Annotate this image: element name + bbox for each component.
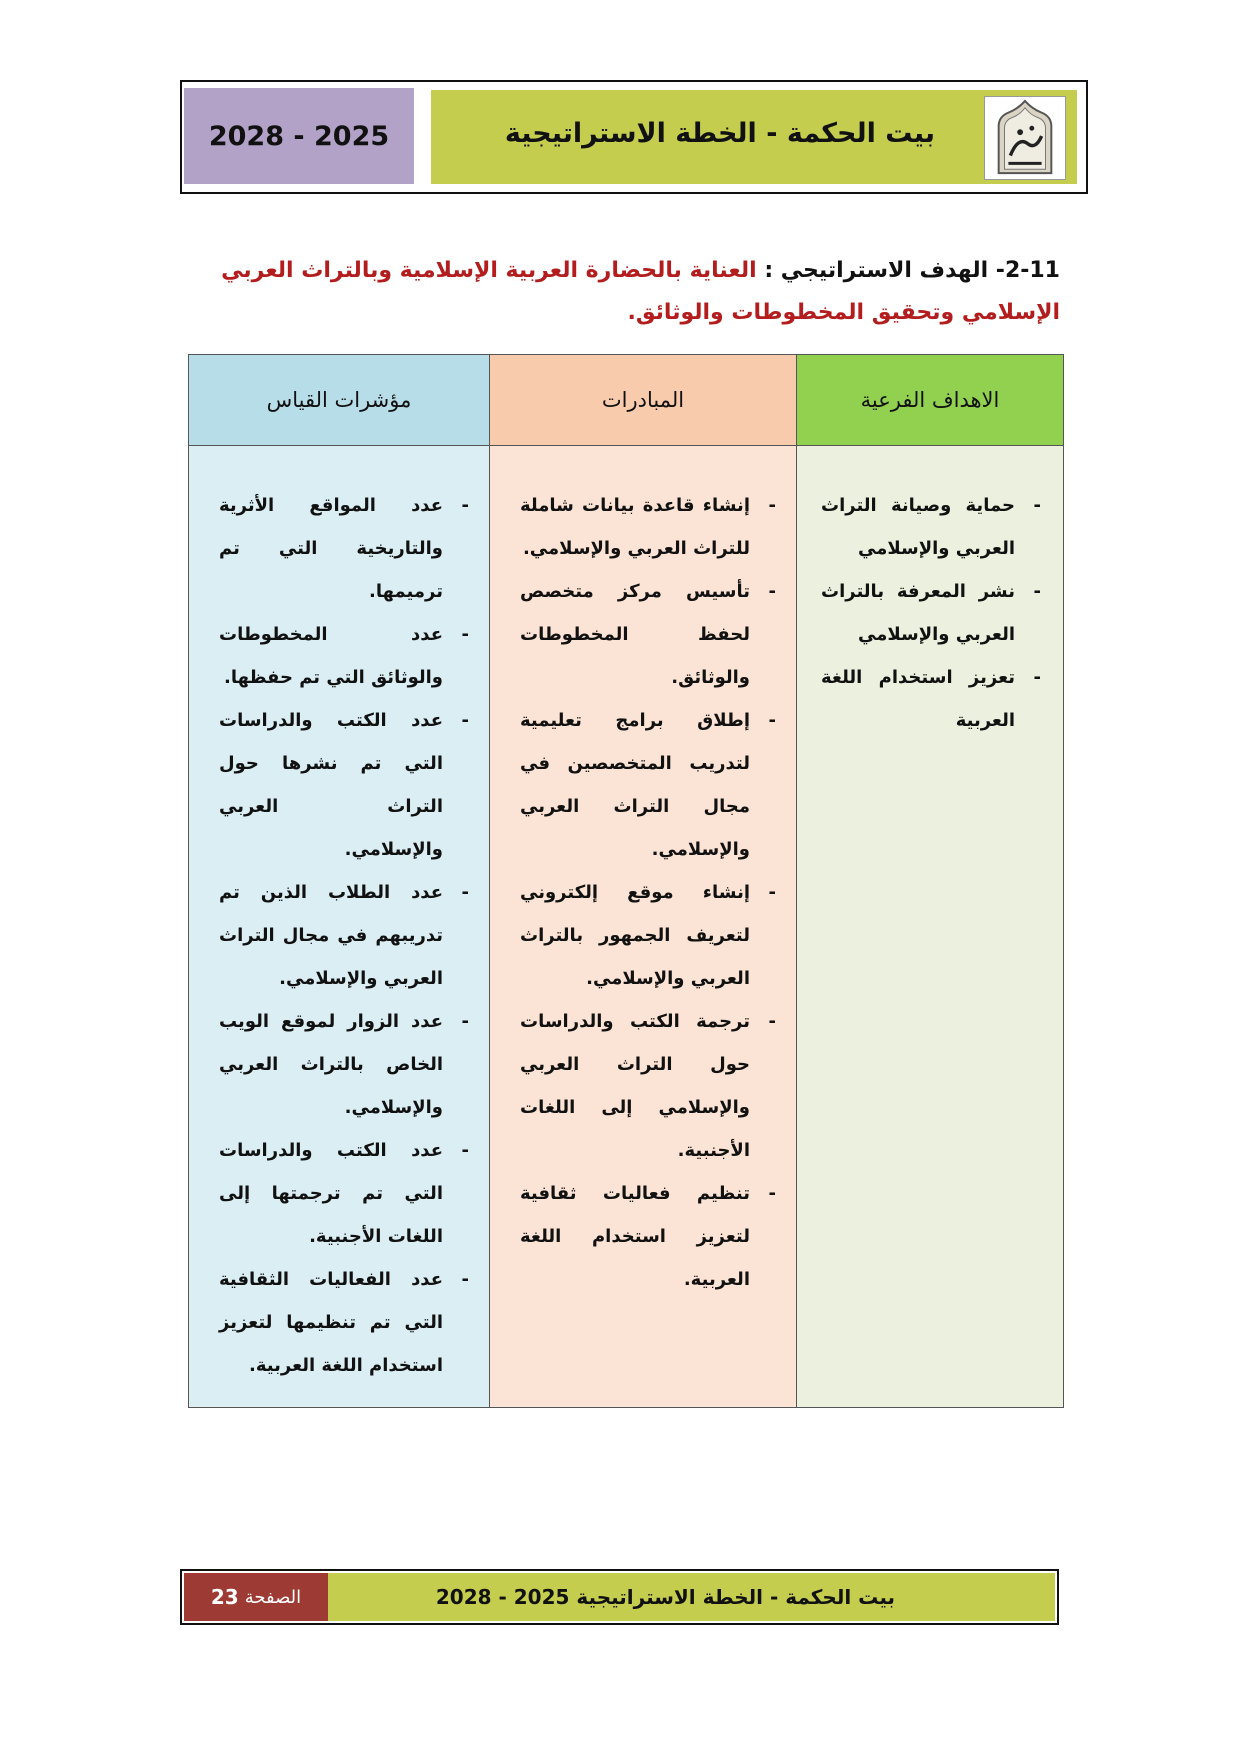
- table-row: [189, 446, 1064, 1408]
- list-item: - عدد الزوار لموقع الويب الخاص بالتراث العربي والإسلامي.: [219, 1000, 469, 1129]
- logo-emblem-icon: [985, 97, 1065, 179]
- page-number-badge: [184, 1573, 328, 1621]
- page-label: الصفحة: [244, 1586, 302, 1608]
- list-item: - نشر المعرفة بالتراث العربي والإسلامي: [821, 570, 1041, 656]
- goal-text: العناية بالحضارة العربية الإسلامية وبالتراث العربي الإسلامي وتحقيق المخطوطات والوثائق.: [221, 258, 1060, 325]
- header-indicators: مؤشرات القياس: [189, 355, 490, 446]
- page-number: 23: [210, 1585, 239, 1609]
- list-item: - عدد المخطوطات والوثائق التي تم حفظها.: [219, 613, 469, 699]
- list-item: - عدد الكتب والدراسات التي تم ترجمتها إلى اللغات الأجنبية.: [219, 1129, 469, 1258]
- table-header-row: [189, 355, 1064, 446]
- indicators-list: [189, 446, 489, 1407]
- list-item: - عدد الطلاب الذين تم تدريبهم في مجال التراث العربي والإسلامي.: [219, 871, 469, 1000]
- list-item: - إطلاق برامج تعليمية لتدريب المتخصصين في مجال التراث العربي والإسلامي.: [520, 699, 776, 871]
- initiatives-cell: [490, 446, 797, 1408]
- indicators-cell: [189, 446, 490, 1408]
- list-item: - عدد الكتب والدراسات التي تم نشرها حول التراث العربي والإسلامي.: [219, 699, 469, 871]
- header-title-box: [431, 90, 1077, 184]
- list-item: - إنشاء موقع إلكتروني لتعريف الجمهور بالتراث العربي والإسلامي.: [520, 871, 776, 1000]
- list-item: - إنشاء قاعدة بيانات شاملة للتراث العربي والإسلامي.: [520, 484, 776, 570]
- goal-number-label: 2-11- الهدف الاستراتيجي :: [764, 258, 1060, 283]
- list-item: - ترجمة الكتب والدراسات حول التراث العربي والإسلامي إلى اللغات الأجنبية.: [520, 1000, 776, 1172]
- strategic-plan-table: [188, 354, 1064, 1408]
- header-initiatives: المبادرات: [490, 355, 797, 446]
- list-item: - عدد المواقع الأثرية والتاريخية التي تم ترميمها.: [219, 484, 469, 613]
- header-years: 2028 - 2025: [184, 88, 414, 184]
- header-sub-goals: الاهداف الفرعية: [797, 355, 1064, 446]
- list-item: - تنظيم فعاليات ثقافية لتعزيز استخدام اللغة العربية.: [520, 1172, 776, 1301]
- list-item: - تعزيز استخدام اللغة العربية: [821, 656, 1041, 742]
- strategic-goal-heading: [180, 250, 1060, 334]
- sub-goals-cell: [797, 446, 1064, 1408]
- sub-goals-list: [797, 446, 1063, 762]
- initiatives-list: [490, 446, 796, 1321]
- list-item: - عدد الفعاليات الثقافية التي تم تنظيمها لتعزيز استخدام اللغة العربية.: [219, 1258, 469, 1387]
- bayt-al-hikma-logo: [984, 96, 1066, 180]
- header-title: بيت الحكمة - الخطة الاستراتيجية: [504, 118, 935, 149]
- footer-title: بيت الحكمة - الخطة الاستراتيجية 2025 - 2028: [328, 1573, 1055, 1621]
- list-item: - تأسيس مركز متخصص لحفظ المخطوطات والوثائق.: [520, 570, 776, 699]
- list-item: - حماية وصيانة التراث العربي والإسلامي: [821, 484, 1041, 570]
